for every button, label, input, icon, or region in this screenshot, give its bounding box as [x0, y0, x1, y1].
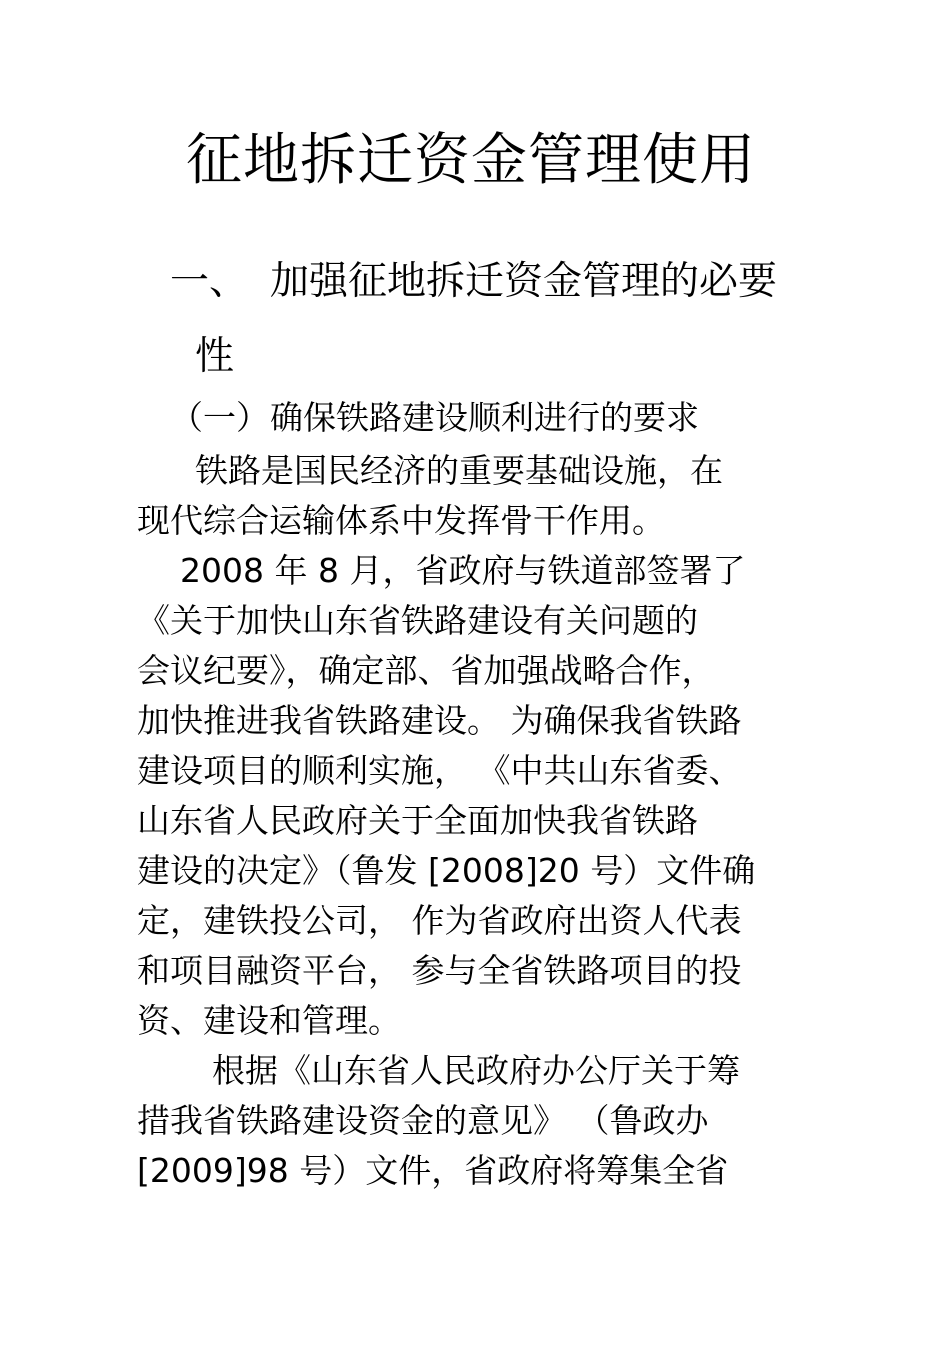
body-line: 2008 年 8 月，省政府与铁道部签署了 [180, 551, 746, 590]
body-line: 定，建铁投公司， 作为省政府出资人代表 [137, 901, 742, 940]
section-heading: 加强征地拆迁资金管理的必要 [270, 259, 778, 304]
body-line: 会议纪要》，确定部、省加强战略合作， [137, 651, 715, 690]
body-line: [2009]98 号）文件，省政府将筹集全省 [137, 1151, 729, 1190]
subsection-heading: 确保铁路建设顺利进行的要求 [270, 398, 699, 437]
body-line: 加快推进我省铁路建设。 为确保我省铁路 [137, 701, 742, 740]
body-line: 《关于加快山东省铁路建设有关问题的 [137, 601, 698, 640]
body-line: 和项目融资平台， 参与全省铁路项目的投 [137, 951, 742, 990]
subsection-number: （一） [170, 398, 269, 437]
section-heading-continuation: 性 [195, 334, 235, 379]
body-line: 铁路是国民经济的重要基础设施，在 [195, 451, 723, 490]
document-title: 征地拆迁资金管理使用 [186, 128, 756, 193]
body-line: 建设项目的顺利实施， 《中共山东省委、 [137, 751, 742, 790]
section-number: 一、 [170, 259, 249, 304]
body-line: 根据《山东省人民政府办公厅关于筹 [212, 1051, 740, 1090]
body-line: 资、建设和管理。 [137, 1001, 401, 1040]
body-line: 建设的决定》（鲁发 [2008]20 号）文件确 [137, 851, 756, 890]
body-line: 现代综合运输体系中发挥骨干作用。 [137, 501, 665, 540]
body-line: 山东省人民政府关于全面加快我省铁路 [137, 801, 698, 840]
body-line: 措我省铁路建设资金的意见》 （鲁政办 [137, 1101, 709, 1140]
